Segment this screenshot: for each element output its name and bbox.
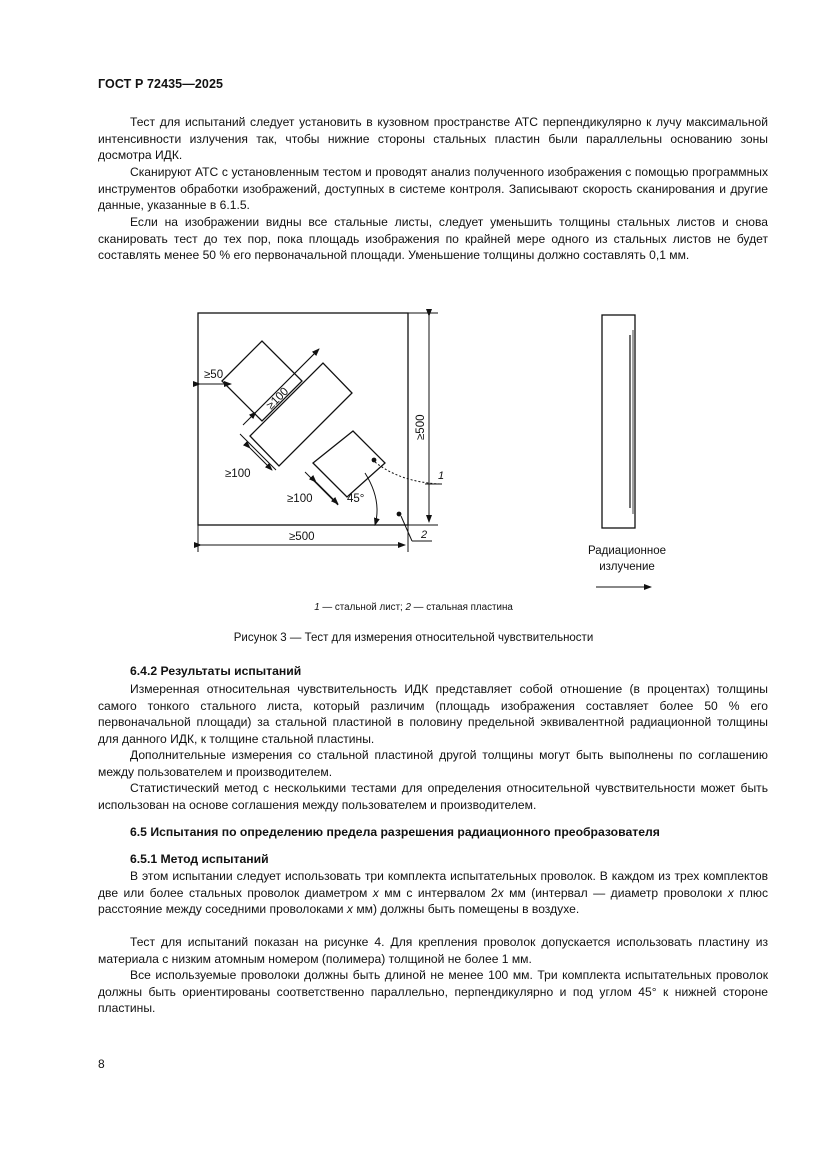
paragraph: В этом испытании следует использовать три комплекта испытательных проволок. В каждом из трех комплектов две или более стальных проволок диаметром x мм с интервалом 2x мм (интервал — диаметр проволоки x плюс расстояние между соседними проволоками x мм) должны быть помещены в воздухе. bbox=[98, 869, 769, 917]
section-heading: 6.5 Испытания по определению предела разрешения радиационного преобразователя bbox=[130, 825, 660, 839]
paragraph: Измеренная относительная чувствительность ИДК представляет собой отношение (в процентах) толщины самого тонкого стального листа, который различим (площадь изображения составляет более 50 % его первоначальной площади) за стальной пластиной в половину предельной эквивалентной радиационной толщины для данного ИДК, к толщине стальной пластины. bbox=[98, 682, 768, 746]
figure-legend: 1 — стальной лист; 2 — стальная пластина bbox=[314, 602, 513, 613]
section-heading: 6.5.1 Метод испытаний bbox=[130, 852, 269, 866]
paragraph: Сканируют АТС с установленным тестом и проводят анализ полученного изображения с помощью программных инструментов обработки изображений, доступных в системе контроля. Записывают скорость сканирования и другие данные, указанные в 6.1.5. bbox=[98, 165, 768, 213]
callout-label: 1 bbox=[438, 470, 445, 482]
paragraph: Все используемые проволоки должны быть длиной не менее 100 мм. Три комплекта испытательных проволок должны быть ориентированы соответственно параллельно, перпендикулярно и под углом 45° к нижней стороне пластины. bbox=[98, 968, 768, 1016]
radiation-label: излучение bbox=[599, 561, 655, 573]
section-heading: 6.4.2 Результаты испытаний bbox=[130, 664, 302, 678]
document-header: ГОСТ Р 72435—2025 bbox=[98, 77, 224, 91]
callout-label: 2 bbox=[421, 529, 428, 541]
radiation-label: Радиационное bbox=[587, 545, 667, 557]
steel-sheet bbox=[313, 431, 385, 497]
page-number: 8 bbox=[98, 1057, 105, 1071]
paragraph: Статистический метод с несколькими тестами для определения относительной чувствительности может быть использован на основе соглашения между пользователем и производителем. bbox=[98, 781, 768, 812]
paragraph: Тест для испытаний показан на рисунке 4. Для крепления проволок допускается использовать пластину из материала с низким атомным номером (полимера) толщиной не более 1 мм. bbox=[98, 935, 768, 966]
dim-label: ≥500 bbox=[415, 414, 427, 440]
paragraph: Тест для испытаний следует установить в кузовном пространстве АТС перпендикулярно к лучу максимальной интенсивности излучения так, чтобы нижние стороны стальных пластин были параллельны основанию зоны досмотра ИДК. bbox=[98, 115, 768, 163]
steel-sheet bbox=[222, 341, 302, 421]
figure-caption: Рисунок 3 — Тест для измерения относительной чувствительности bbox=[233, 632, 594, 644]
steel-sheet bbox=[250, 363, 352, 466]
paragraph: Дополнительные измерения со стальной пластиной другой толщины могут быть выполнены по соглашению между пользователем и производителем. bbox=[98, 748, 768, 779]
angle-label: 45° bbox=[347, 493, 365, 505]
dim-label: ≥100 bbox=[225, 468, 251, 480]
dim-label: ≥500 bbox=[289, 531, 315, 543]
dim-label: ≥50 bbox=[204, 369, 224, 381]
dim-label: ≥100 bbox=[287, 493, 313, 505]
paragraph: Если на изображении видны все стальные листы, следует уменьшить толщины стальных листов и снова сканировать тест до тех пор, пока площадь изображения по крайней мере одного из стальных листов не будет составлять менее 50 % его первоначальной площади. Уменьшение толщины должно составлять 0,1 мм. bbox=[98, 215, 768, 263]
dim-label: ≥100 bbox=[264, 385, 292, 413]
